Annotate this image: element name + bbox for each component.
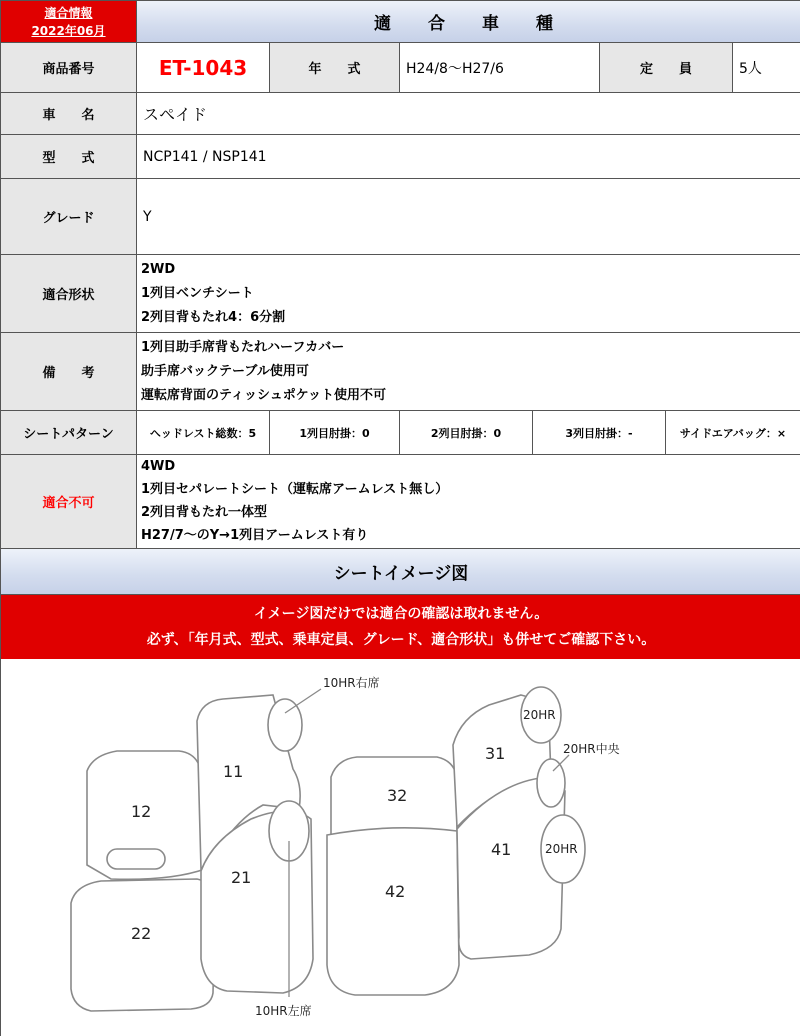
model-value: NCP141 / NSP141 (137, 135, 800, 179)
headrest-20-center (537, 759, 565, 807)
info-badge (1, 1, 137, 43)
seat-32-number: 32 (387, 786, 408, 805)
notes-line: 助手席バックテーブル使用可 (141, 364, 309, 379)
hr-10-right-label: 10HR右席 (323, 676, 380, 690)
year-value: H24/8～H27/6 (400, 43, 600, 93)
seat-pattern-armrest-row3: 3列目肘掛：- (533, 411, 666, 455)
info-date: 2022年06月 (31, 24, 106, 38)
product-code: ET-1043 (137, 43, 270, 93)
fit-shape-value (137, 255, 800, 333)
seat-pattern-label: シートパターン (1, 411, 137, 455)
fit-shape-line: 1列目ベンチシート (141, 286, 254, 301)
year-label: 年 式 (270, 43, 400, 93)
headrest-10-right (268, 699, 302, 751)
hr-20-bottom-label: 20HR (545, 842, 578, 856)
not-fit-label: 適合不可 (1, 455, 137, 549)
seat-41-number: 41 (491, 840, 512, 859)
seat-12-armrest-slot (107, 849, 165, 869)
grade-label: グレード (1, 179, 137, 255)
seat-22-shape (71, 879, 215, 1011)
seat-diagram (1, 659, 799, 1035)
notice-line-2: 必ず、「年月式、型式、乗車定員、グレード、適合形状」も併せてご確認下さい。 (146, 632, 656, 648)
seat-pattern-armrest-row1: 1列目肘掛：0 (270, 411, 400, 455)
seat-diagram-area (1, 659, 800, 1036)
notes-line: 運転席背面のティッシュポケット使用不可 (141, 388, 387, 403)
seat-image-title: シートイメージ図 (1, 549, 800, 595)
not-fit-line: H27/7～のY→1列目アームレスト有り (141, 528, 369, 543)
model-label: 型 式 (1, 135, 137, 179)
product-code-label: 商品番号 (1, 43, 137, 93)
not-fit-value (137, 455, 800, 549)
fit-shape-line: 2列目背もたれ4：6分割 (141, 310, 286, 325)
seat-pattern-side-airbag: サイドエアバッグ：× (666, 411, 800, 455)
info-title: 適合情報 (44, 6, 93, 20)
seat-12-number: 12 (131, 802, 152, 821)
grade-value: Y (137, 179, 800, 255)
notes-label: 備 考 (1, 333, 137, 411)
capacity-label: 定 員 (600, 43, 733, 93)
fit-shape-label: 適合形状 (1, 255, 137, 333)
capacity-value: 5人 (733, 43, 800, 93)
seat-pattern-headrests: ヘッドレスト総数：5 (137, 411, 270, 455)
seat-21-number: 21 (231, 868, 252, 887)
hr-20-center-label: 20HR中央 (563, 742, 620, 756)
hr-20-top-label: 20HR (523, 708, 556, 722)
seat-42-shape (327, 828, 459, 995)
car-name-label: 車 名 (1, 93, 137, 135)
warning-notice (1, 595, 800, 659)
not-fit-line: 1列目セパレートシート（運転席アームレスト無し） (141, 482, 449, 497)
header-title: 適 合 車 種 (137, 1, 800, 43)
seat-11-number: 11 (223, 762, 244, 781)
not-fit-line: 4WD (141, 459, 176, 474)
seat-pattern-armrest-row2: 2列目肘掛：0 (400, 411, 533, 455)
seat-31-number: 31 (485, 744, 506, 763)
notice-line-1: イメージ図だけでは適合の確認は取れません。 (253, 606, 549, 622)
hr-10-left-label: 10HR左席 (255, 1004, 312, 1018)
seat-42-number: 42 (385, 882, 406, 901)
notes-value (137, 333, 800, 411)
car-name-value: スペイド (137, 93, 800, 135)
fit-shape-line: 2WD (141, 262, 176, 277)
seat-22-number: 22 (131, 924, 152, 943)
notes-line: 1列目助手席背もたれハーフカバー (141, 340, 345, 355)
not-fit-line: 2列目背もたれ一体型 (141, 505, 268, 520)
